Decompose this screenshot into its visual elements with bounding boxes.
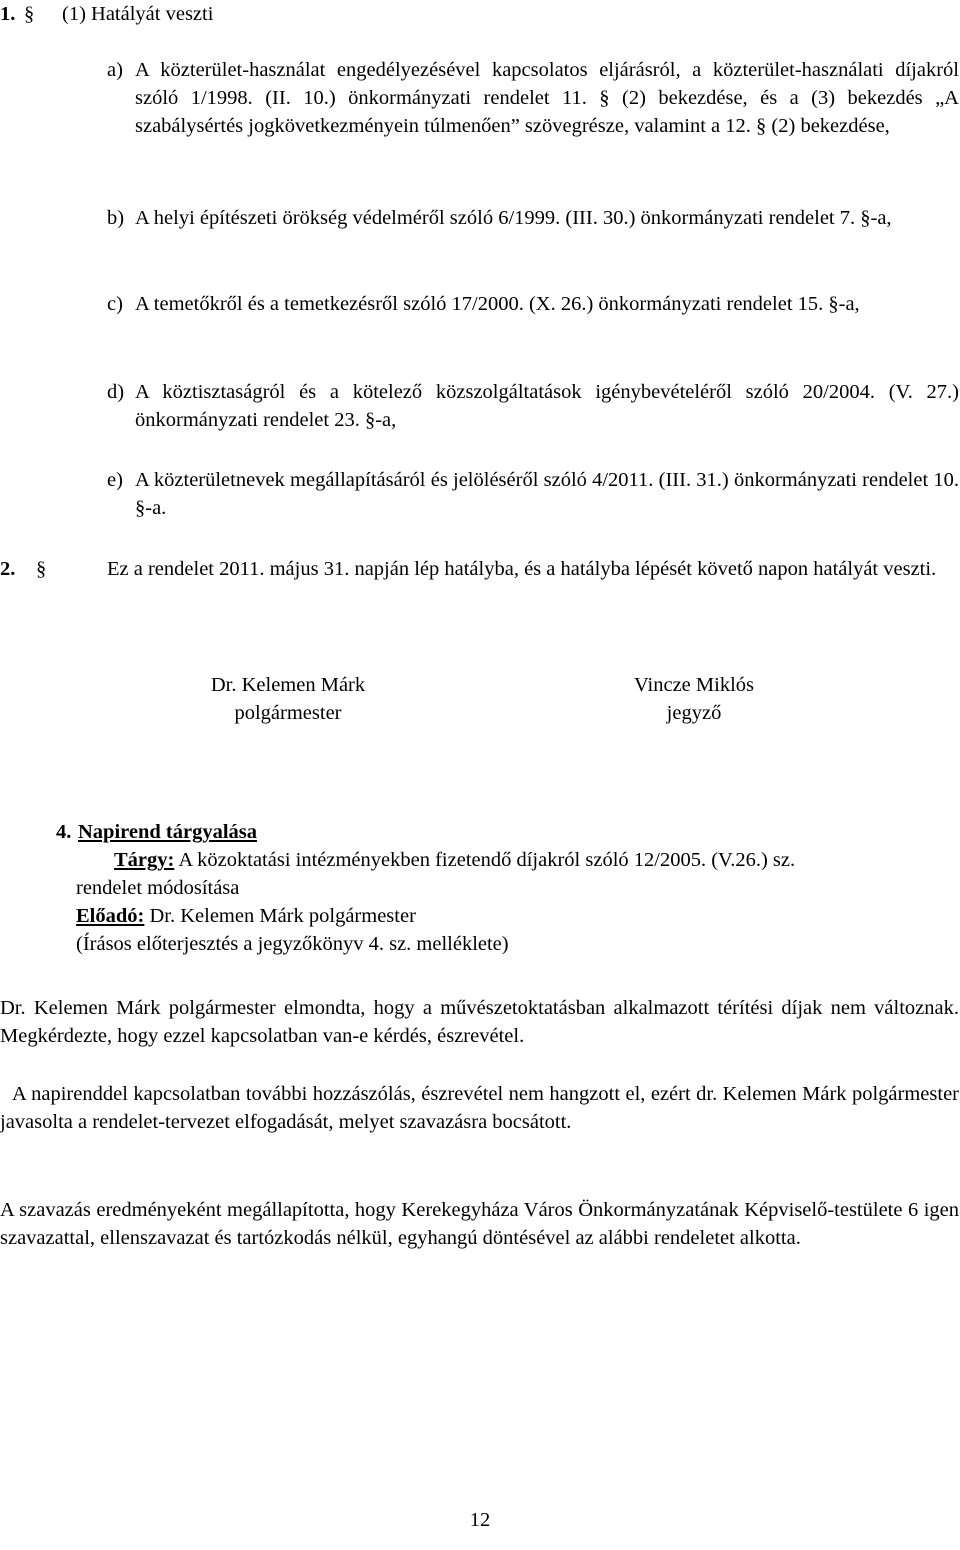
- signature-name: Dr. Kelemen Márk: [210, 674, 366, 696]
- list-item-label: d): [107, 381, 125, 403]
- list-item-text: A közterületnevek megállapításáról és jelöléséről szóló 4/2011. (III. 31.) önkormányzati rendelet 10. §-a.: [135, 469, 959, 519]
- paragraph: A szavazás eredményeként megállapította, hogy Kerekegyháza Város Önkormányzatának Képviselő-testülete 6 igen szavazattal, ellenszavazat és tartózkodás nélkül, egyhangú döntésével az alábbi rendeletet alkotta.: [0, 1199, 959, 1249]
- list-item-label: c): [107, 293, 123, 315]
- list-item-text: A közterület-használat engedélyezésével kapcsolatos eljárásról, a közterület-használati díjakról szóló 1/1998. (II. 10.) önkormányzati rendelet 11. § (2) bekezdése, és a (3) bekezdés „A szabálysértés jogkövetkezményein túlmenően” szövegrésze, valamint a 12. § (2) bekezdése,: [135, 59, 959, 137]
- section-text: Ez a rendelet 2011. május 31. napján lép hatályba, és a hatályba lépését követő napon hatályát veszti.: [107, 558, 937, 580]
- presenter-text: Dr. Kelemen Márk polgármester: [144, 905, 416, 927]
- section-number: 1.: [0, 3, 16, 25]
- list-item: [107, 56, 959, 140]
- paragraph: A napirenddel kapcsolatban további hozzászólás, észrevétel nem hangzott el, ezért dr. Kelemen Márk polgármester javasolta a rendelet-tervezet elfogadását, melyet szavazásra bocsátott.: [0, 1083, 959, 1133]
- list-item-text: A köztisztaságról és a kötelező közszolgáltatások igénybevételéről szóló 20/2004. (V. 27.) önkormányzati rendelet 23. §-a,: [135, 381, 959, 431]
- list-item-label: a): [107, 59, 123, 81]
- list-item-label: b): [107, 207, 125, 229]
- presenter-label: Előadó:: [76, 905, 145, 927]
- agenda-note: (Írásos előterjesztés a jegyzőkönyv 4. sz. melléklete): [76, 933, 509, 955]
- agenda-title: Napirend tárgyalása: [78, 821, 258, 843]
- section-heading-text: (1) Hatályát veszti: [62, 3, 214, 25]
- agenda-subject-continued: rendelet módosítása: [76, 877, 240, 899]
- page-number: 12: [469, 1509, 491, 1531]
- subject-label: Tárgy:: [114, 849, 175, 871]
- agenda-subject: [114, 846, 795, 874]
- list-item-label: e): [107, 469, 123, 491]
- signature-mayor: [148, 671, 428, 727]
- subject-text: A közoktatási intézményekben fizetendő díjakról szóló 12/2005. (V.26.) sz.: [174, 849, 796, 871]
- section-1-heading: [0, 0, 214, 28]
- section-symbol: §: [24, 3, 35, 25]
- list-item: [107, 466, 959, 522]
- list-item: [107, 204, 959, 232]
- section-number: 2.: [0, 558, 16, 580]
- paragraph: Dr. Kelemen Márk polgármester elmondta, hogy a művészetoktatásban alkalmazott térítési díjak nem változnak. Megkérdezte, hogy ezzel kapcsolatban van-e kérdés, észrevétel.: [0, 997, 959, 1047]
- list-item-text: A helyi építészeti örökség védelméről szóló 6/1999. (III. 30.) önkormányzati rendelet 7. §-a,: [135, 207, 892, 229]
- signature-name: Vincze Miklós: [633, 674, 755, 696]
- agenda-number: 4.: [56, 821, 72, 843]
- signature-title: polgármester: [234, 702, 342, 724]
- list-item-text: A temetőkről és a temetkezésről szóló 17/2000. (X. 26.) önkormányzati rendelet 15. §-a,: [135, 293, 860, 315]
- section-symbol: §: [36, 558, 47, 580]
- signature-notary: [554, 671, 834, 727]
- signature-title: jegyző: [666, 702, 722, 724]
- agenda-presenter: [76, 902, 416, 930]
- list-item: [107, 290, 959, 318]
- list-item: [107, 378, 959, 434]
